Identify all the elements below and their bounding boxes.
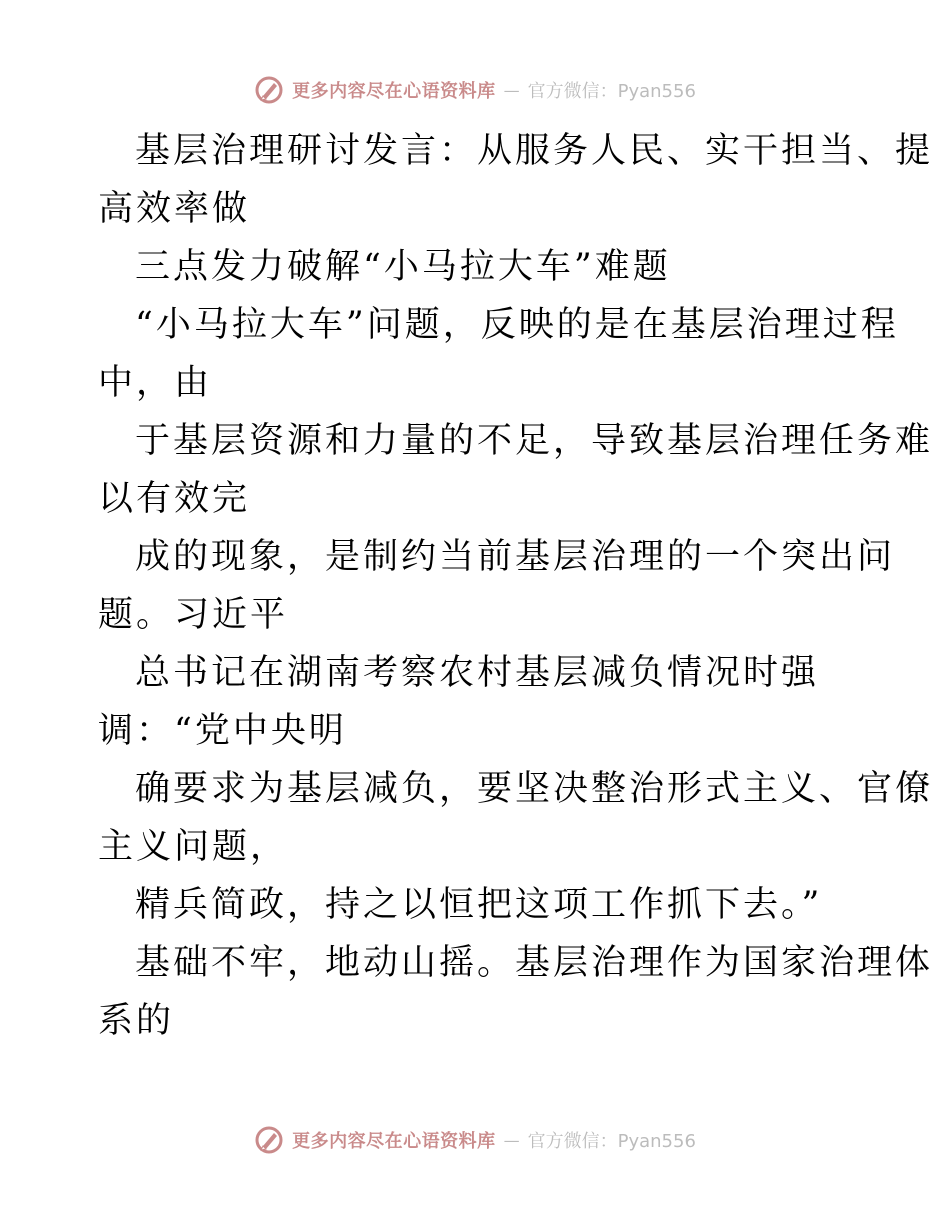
text-line: 确要求为基层减负，要坚决整治形式主义、官僚 [135, 769, 934, 809]
text-line: “小马拉大车”问题，反映的是在基层治理过程 [135, 305, 899, 345]
watermark-title: 更多内容尽在心语资料库 [292, 1131, 496, 1152]
footer-watermark [0, 1120, 950, 1160]
text-line: 基础不牢，地动山摇。基层治理作为国家治理体 [135, 943, 934, 983]
text-line: 系的 [98, 1001, 175, 1041]
text-line: 高效率做 [98, 189, 251, 229]
text-line: 主义问题， [98, 827, 289, 867]
text-line: 以有效完 [98, 479, 251, 519]
watermark-wechat: 官方微信：Pyan556 [527, 1131, 696, 1152]
watermark-separator: — [503, 80, 520, 100]
watermark-wechat: 官方微信：Pyan556 [527, 81, 696, 102]
watermark-title: 更多内容尽在心语资料库 [292, 81, 496, 102]
text-line: 题。习近平 [98, 595, 289, 635]
text-line: 精兵简政，持之以恒把这项工作抓下去。” [135, 885, 823, 925]
document-body [98, 122, 934, 1050]
header-watermark [0, 70, 950, 110]
text-line: 调：“党中央明 [98, 711, 347, 751]
pen-logo-icon [254, 75, 284, 105]
text-line: 三点发力破解“小马拉大车”难题 [135, 247, 671, 287]
text-line: 成的现象，是制约当前基层治理的一个突出问 [135, 537, 896, 577]
watermark-separator: — [503, 1130, 520, 1150]
text-line: 中，由 [98, 363, 213, 403]
text-line: 基层治理研讨发言：从服务人民、实干担当、提 [135, 131, 934, 171]
pen-logo-icon [254, 1125, 284, 1155]
text-line: 于基层资源和力量的不足，导致基层治理任务难 [135, 421, 934, 461]
text-line: 总书记在湖南考察农村基层减负情况时强 [135, 653, 820, 693]
